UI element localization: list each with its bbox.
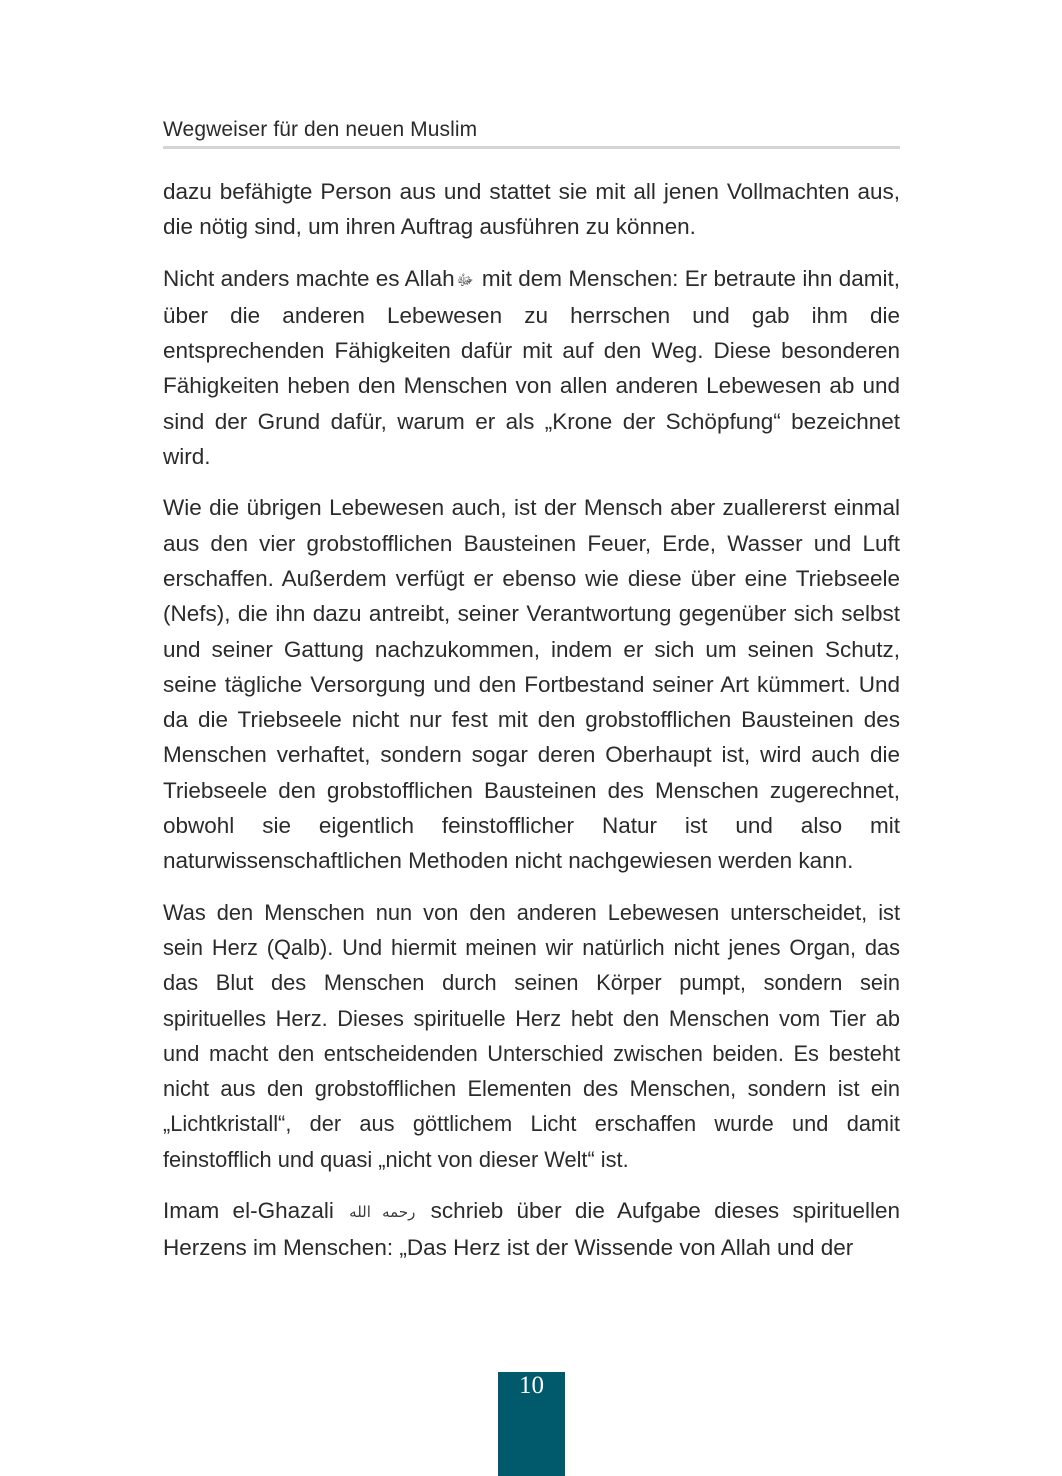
paragraph-4: Was den Menschen nun von den anderen Lebewesen unterscheidet, ist sein Herz (Qalb). Und hiermit meinen wir natürlich nicht jenes Organ, das das Blut des Menschen durch seinen Körper pumpt, sondern sein spirituelles Herz. Dieses spirituelle Herz hebt den Menschen vom Tier ab und macht den entscheidenden Unterschied zwischen beiden. Es besteht nicht aus den grobstofflichen Elementen des Menschen, sondern ist ein „Lichtkristall“, der aus göttlichem Licht erschaffen wurde und damit feinstofflich und quasi „nicht von dieser Welt“ ist. bbox=[163, 899, 900, 1172]
paragraph-5 bbox=[163, 1193, 900, 1266]
body-text bbox=[163, 174, 900, 1282]
paragraph-2 bbox=[163, 261, 900, 475]
book-title: Wegweiser für den neuen Muslim bbox=[163, 118, 478, 141]
honorific-glyph-icon: ﷻ bbox=[456, 271, 474, 289]
honorific-glyph-icon: رحمه الله bbox=[349, 1204, 416, 1222]
paragraph-5-start: Imam el-Ghazali bbox=[163, 1198, 348, 1224]
paragraph-5-rest: schrieb über die Aufgabe dieses spirituellen Herzens im Menschen: „Das Herz ist der Wissende von Allah und der bbox=[163, 1198, 900, 1261]
paragraph-2-rest: mit dem Menschen: Er betraute ihn damit, über die anderen Lebewesen zu herrschen und gab ihm die entsprechenden Fähigkeiten dafür mit auf den Weg. Diese besonderen Fähigkeiten heben den Menschen von allen anderen Lebewesen ab und sind der Grund dafür, warum er als „Krone der Schöpfung“ bezeichnet wird. bbox=[163, 265, 900, 470]
paragraph-1: dazu befähigte Person aus und stattet sie mit all jenen Vollmachten aus, die nötig sind, um ihren Auftrag ausführen zu können. bbox=[163, 179, 900, 240]
paragraph-3: Wie die übrigen Lebewesen auch, ist der Mensch aber zuallererst einmal aus den vier grobstofflichen Bausteinen Feuer, Erde, Wasser und Luft erschaffen. Außerdem verfügt er ebenso wie diese über eine Triebseele (Nefs), die ihn dazu antreibt, seiner Verantwortung gegenüber sich selbst und seiner Gattung nachzukommen, indem er sich um seinen Schutz, seine tägliche Versorgung und den Fortbestand seiner Art kümmert. Und da die Triebseele nicht nur fest mit den grobstofflichen Bausteinen des Menschen verhaftet, sondern sogar deren Oberhaupt ist, wird auch die Triebseele den grobstofflichen Bausteinen des Menschen zugerechnet, obwohl sie eigentlich feinstofflicher Natur ist und also mit naturwissenschaftlichen Methoden nicht nachgewiesen werden kann. bbox=[163, 495, 900, 874]
running-header bbox=[163, 116, 900, 149]
page-number-tab bbox=[498, 1372, 565, 1476]
paragraph-2-start: Nicht anders machte es Allah bbox=[163, 265, 455, 291]
page-number: 10 bbox=[519, 1372, 544, 1399]
